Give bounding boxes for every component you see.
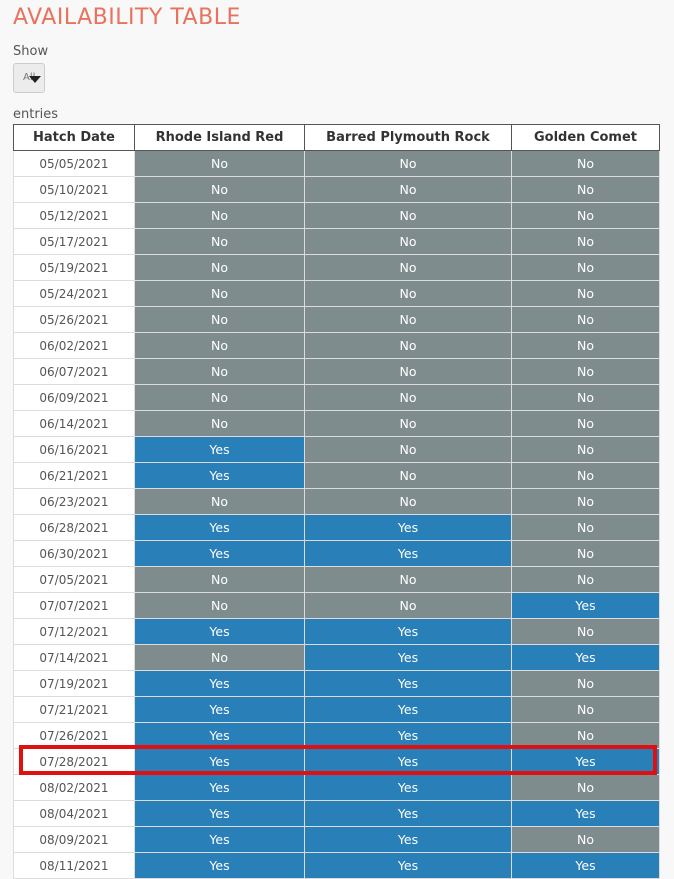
availability-cell: No [305,359,512,385]
table-row [14,645,660,671]
entries-label: entries [13,107,59,122]
availability-cell: No [305,229,512,255]
hatch-date-cell: 05/05/2021 [14,151,135,177]
availability-cell: Yes [135,697,305,723]
entries-select[interactable] [13,63,45,93]
availability-cell: No [135,307,305,333]
hatch-date-cell: 05/24/2021 [14,281,135,307]
column-header-hatch-date[interactable]: Hatch Date [14,125,135,151]
table-row [14,177,660,203]
table-row [14,229,660,255]
availability-cell: Yes [135,775,305,801]
page-title: AVAILABILITY TABLE [13,5,241,30]
availability-cell: Yes [135,853,305,879]
hatch-date-cell: 05/26/2021 [14,307,135,333]
availability-cell: No [512,385,660,411]
availability-cell: No [512,437,660,463]
availability-cell: No [305,177,512,203]
table-row [14,827,660,853]
availability-cell: No [512,489,660,515]
availability-cell: No [305,593,512,619]
availability-cell: Yes [305,853,512,879]
availability-cell: No [305,463,512,489]
availability-cell: Yes [135,827,305,853]
availability-cell: Yes [305,775,512,801]
hatch-date-cell: 07/26/2021 [14,723,135,749]
availability-cell: Yes [305,697,512,723]
availability-cell: No [305,255,512,281]
hatch-date-cell: 06/14/2021 [14,411,135,437]
column-header-rhode-island-red[interactable]: Rhode Island Red [135,125,305,151]
availability-cell: No [135,645,305,671]
hatch-date-cell: 06/30/2021 [14,541,135,567]
availability-cell: No [512,671,660,697]
availability-cell: Yes [305,515,512,541]
hatch-date-cell: 06/23/2021 [14,489,135,515]
availability-cell: No [305,489,512,515]
availability-cell: Yes [512,593,660,619]
availability-cell: Yes [135,437,305,463]
availability-cell: No [512,697,660,723]
availability-cell: No [135,333,305,359]
table-row [14,593,660,619]
table-row [14,359,660,385]
table-row [14,463,660,489]
hatch-date-cell: 07/05/2021 [14,567,135,593]
table-row [14,541,660,567]
table-row [14,801,660,827]
table-row [14,723,660,749]
hatch-date-cell: 06/16/2021 [14,437,135,463]
availability-cell: No [135,151,305,177]
availability-cell: No [305,333,512,359]
availability-cell: No [512,541,660,567]
hatch-date-cell: 06/09/2021 [14,385,135,411]
table-row [14,333,660,359]
hatch-date-cell: 05/12/2021 [14,203,135,229]
availability-cell: No [512,203,660,229]
availability-cell: No [135,411,305,437]
availability-cell: Yes [305,671,512,697]
availability-cell: Yes [305,723,512,749]
chevron-down-icon [29,76,41,83]
availability-cell: No [305,203,512,229]
availability-cell: No [135,567,305,593]
table-row [14,437,660,463]
hatch-date-cell: 08/11/2021 [14,853,135,879]
availability-cell: Yes [305,801,512,827]
hatch-date-cell: 05/17/2021 [14,229,135,255]
column-header-barred-plymouth-rock[interactable]: Barred Plymouth Rock [305,125,512,151]
availability-cell: No [512,229,660,255]
availability-cell: No [135,177,305,203]
table-row [14,749,660,775]
availability-cell: Yes [305,749,512,775]
availability-cell: No [305,151,512,177]
hatch-date-cell: 05/19/2021 [14,255,135,281]
availability-cell: No [305,567,512,593]
table-row [14,567,660,593]
availability-cell: Yes [135,749,305,775]
availability-cell: No [512,281,660,307]
availability-cell: No [512,775,660,801]
table-row [14,853,660,879]
table-row [14,671,660,697]
table-row [14,307,660,333]
availability-cell: No [305,411,512,437]
table-row [14,775,660,801]
availability-cell: No [305,281,512,307]
hatch-date-cell: 08/04/2021 [14,801,135,827]
hatch-date-cell: 06/02/2021 [14,333,135,359]
availability-cell: No [135,489,305,515]
availability-cell: No [135,229,305,255]
availability-cell: Yes [135,801,305,827]
availability-cell: No [305,307,512,333]
availability-cell: No [512,723,660,749]
table-row [14,515,660,541]
table-row [14,385,660,411]
availability-cell: Yes [305,645,512,671]
table-row [14,489,660,515]
availability-cell: Yes [305,827,512,853]
table-row [14,697,660,723]
availability-cell: No [135,203,305,229]
hatch-date-cell: 07/19/2021 [14,671,135,697]
availability-table [13,124,660,879]
hatch-date-cell: 06/21/2021 [14,463,135,489]
hatch-date-cell: 06/28/2021 [14,515,135,541]
column-header-golden-comet[interactable]: Golden Comet [512,125,660,151]
availability-cell: Yes [135,619,305,645]
hatch-date-cell: 06/07/2021 [14,359,135,385]
availability-cell: No [305,437,512,463]
availability-cell: No [512,333,660,359]
availability-cell: No [512,307,660,333]
availability-cell: Yes [135,671,305,697]
availability-cell: No [512,255,660,281]
availability-cell: Yes [512,853,660,879]
availability-cell: No [512,567,660,593]
availability-cell: No [305,385,512,411]
hatch-date-cell: 08/09/2021 [14,827,135,853]
availability-cell: Yes [135,515,305,541]
availability-cell: No [135,255,305,281]
availability-cell: Yes [135,723,305,749]
availability-cell: Yes [305,541,512,567]
availability-cell: No [512,619,660,645]
availability-cell: No [512,411,660,437]
table-row [14,151,660,177]
availability-cell: No [135,359,305,385]
table-row [14,619,660,645]
availability-cell: Yes [512,749,660,775]
availability-cell: No [512,515,660,541]
availability-cell: No [512,827,660,853]
availability-cell: No [512,177,660,203]
hatch-date-cell: 07/14/2021 [14,645,135,671]
availability-cell: Yes [305,619,512,645]
table-row [14,255,660,281]
table-row [14,281,660,307]
hatch-date-cell: 08/02/2021 [14,775,135,801]
hatch-date-cell: 07/07/2021 [14,593,135,619]
show-label: Show [13,44,49,59]
availability-cell: No [512,359,660,385]
table-row [14,411,660,437]
availability-cell: No [135,593,305,619]
hatch-date-cell: 07/21/2021 [14,697,135,723]
table-header-row [14,125,660,151]
hatch-date-cell: 05/10/2021 [14,177,135,203]
availability-cell: Yes [135,463,305,489]
availability-cell: Yes [512,645,660,671]
availability-cell: No [135,281,305,307]
availability-cell: Yes [512,801,660,827]
availability-cell: No [512,151,660,177]
availability-cell: No [512,463,660,489]
hatch-date-cell: 07/28/2021 [14,749,135,775]
table-row [14,203,660,229]
availability-cell: No [135,385,305,411]
hatch-date-cell: 07/12/2021 [14,619,135,645]
entries-select-value: All [23,72,36,83]
availability-cell: Yes [135,541,305,567]
